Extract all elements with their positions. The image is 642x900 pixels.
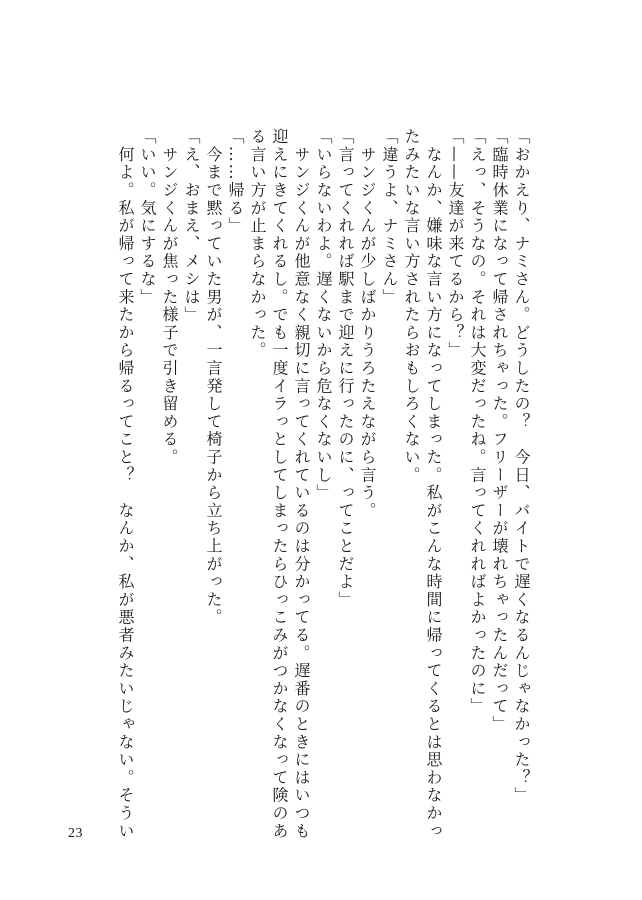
text-line: 「おかえり、ナミさん。どうしたの？ 今日、バイトで遅くなるんじゃなかった？」 [512, 128, 531, 805]
text-line: 「——友達が来てるから？」 [446, 128, 465, 360]
text-line: サンジくんが他意なく親切に言ってくれているのは分かってる。遅番のときにはいつも [292, 128, 311, 840]
text-line: 「いい。気にするな」 [138, 128, 157, 306]
text-line: 「言ってくれれば駅まで迎えに行ったのに、ってことだよ」 [336, 128, 355, 609]
page-number: 23 [68, 826, 83, 841]
text-line: 「……帰る」 [226, 128, 245, 235]
text-line: 迎えにきてくれるし。でも一度イラっとしてしまったらひっこみがつかなくなって険のあ [270, 128, 289, 840]
text-line: サンジくんが少しばかりうろたえながら言う。 [358, 128, 377, 520]
text-line: 何よ。私が帰って来たから帰るってこと？ なんか、私が悪者みたいじゃない。そうい [116, 128, 135, 840]
text-line: サンジくんが焦った様子で引き留める。 [160, 128, 179, 467]
text-line: る言い方が止まらなかった。 [248, 128, 267, 360]
text-line: 「いらないわよ。遅くないから危なくないし」 [314, 128, 333, 502]
text-line: 「違うよ、ナミさん」 [380, 128, 399, 306]
text-line: なんか、嫌味な言い方になってしまった。私がこんな時間に帰ってくるとは思わなかっ [424, 128, 443, 840]
text-line: 今まで黙っていた男が、一言発して椅子から立ち上がった。 [204, 128, 223, 627]
text-line: 「臨時休業になって帰されちゃった。フリーザーが壊れちゃったんだって」 [490, 128, 509, 734]
vertical-text-body [112, 128, 532, 840]
text-line: 「え、おまえ、メシは」 [182, 128, 201, 324]
text-line: 「えっ、そうなの。それは大変だったね。言ってくれればよかったのに」 [468, 128, 487, 716]
text-line: たみたいな言い方されたらおもしろくない。 [402, 128, 421, 484]
